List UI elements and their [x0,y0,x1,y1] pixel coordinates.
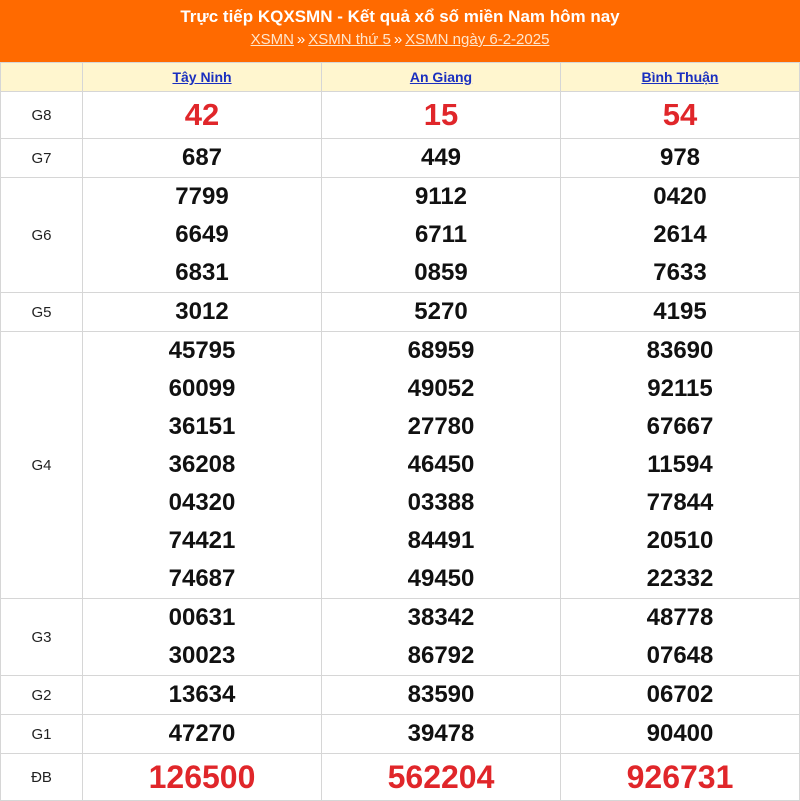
result-cell [561,676,800,715]
result-cell [322,139,561,178]
page-header [0,0,800,62]
result-number: 74687 [168,565,236,592]
breadcrumb-xsmn-date[interactable]: XSMN ngày 6-2-2025 [405,31,550,48]
result-number: 13634 [168,681,236,708]
result-number: 68959 [407,337,475,364]
page-title: Trực tiếp KQXSMN - Kết quả xổ số miền Nam hôm nay [180,7,620,26]
result-number: 449 [420,144,462,171]
prize-row-g2 [1,676,800,715]
result-number: 49052 [407,375,475,402]
breadcrumb-xsmn[interactable]: XSMN [250,31,294,48]
result-number: 90400 [646,720,714,747]
prize-row-g8 [1,92,800,139]
result-number: 48778 [646,604,714,631]
result-cell [561,139,800,178]
result-cell [561,293,800,332]
result-number: 0420 [653,183,707,210]
result-number: 11594 [647,451,713,478]
result-number: 4195 [653,298,707,325]
result-cell [561,178,800,293]
province-header [322,63,561,92]
result-cell [83,293,322,332]
result-cell [561,754,800,801]
result-number: 6711 [414,221,468,248]
prize-label: G8 [1,92,83,139]
result-cell [322,754,561,801]
result-cell [322,92,561,139]
result-cell [83,754,322,801]
result-number: 60099 [168,375,236,402]
result-number: 36208 [168,451,236,478]
result-cell [83,715,322,754]
result-number: 83690 [646,337,714,364]
result-number: 77844 [646,489,714,516]
breadcrumb-separator: » [393,31,403,48]
result-cell [561,715,800,754]
prize-label: G3 [1,599,83,676]
result-number: 926731 [626,759,734,795]
prize-label: G5 [1,293,83,332]
breadcrumb [0,30,800,50]
result-number: 7633 [653,259,707,286]
result-number: 562204 [387,759,495,795]
result-cell [561,332,800,599]
result-number: 687 [181,144,223,171]
result-cell [83,332,322,599]
prize-row-g6 [1,178,800,293]
result-cell [83,92,322,139]
result-number: 5270 [414,298,468,325]
result-cell [561,599,800,676]
result-number: 84491 [407,527,475,554]
prize-label: G7 [1,139,83,178]
result-number: 6649 [175,221,229,248]
prize-row-g1 [1,715,800,754]
result-number: 67667 [646,413,714,440]
result-cell [322,715,561,754]
province-header-row [1,63,800,92]
result-number: 30023 [168,642,236,669]
prize-label: G6 [1,178,83,293]
prize-label: ĐB [1,754,83,801]
prize-row-g7 [1,139,800,178]
result-number: 49450 [407,565,475,592]
result-number: 3012 [175,298,229,325]
result-number: 47270 [168,720,236,747]
result-cell [83,676,322,715]
result-number: 36151 [168,413,236,440]
result-number: 03388 [407,489,475,516]
breadcrumb-separator: » [296,31,306,48]
breadcrumb-xsmn-thu-5[interactable]: XSMN thứ 5 [308,31,391,48]
result-number: 00631 [168,604,236,631]
province-header [561,63,800,92]
results-table [0,62,800,801]
prize-label: G2 [1,676,83,715]
result-number: 92115 [647,375,713,402]
province-link-tay-ninh[interactable]: Tây Ninh [172,69,232,85]
corner-cell [1,63,83,92]
result-cell [83,599,322,676]
result-number: 83590 [407,681,475,708]
result-number: 2614 [653,221,707,248]
prize-label: G1 [1,715,83,754]
prize-label: G4 [1,332,83,599]
result-cell [322,332,561,599]
result-number: 06702 [646,681,714,708]
result-number: 27780 [407,413,475,440]
result-number: 45795 [168,337,236,364]
result-number: 38342 [407,604,475,631]
result-number: 978 [659,144,701,171]
result-number: 42 [184,97,220,132]
result-number: 9112 [414,183,468,210]
province-header [83,63,322,92]
results-body [1,92,800,801]
result-cell [83,178,322,293]
result-number: 46450 [407,451,475,478]
result-number: 7799 [175,183,229,210]
result-number: 39478 [407,720,475,747]
result-cell [322,178,561,293]
result-number: 0859 [414,259,468,286]
result-number: 22332 [646,565,714,592]
result-number: 126500 [148,759,256,795]
result-number: 86792 [407,642,475,669]
province-link-binh-thuan[interactable]: Bình Thuận [641,69,719,85]
result-number: 04320 [168,489,236,516]
result-cell [561,92,800,139]
prize-row-g5 [1,293,800,332]
result-number: 20510 [646,527,714,554]
province-link-an-giang[interactable]: An Giang [409,69,473,85]
prize-row-đb [1,754,800,801]
result-cell [83,139,322,178]
result-number: 74421 [168,527,236,554]
result-cell [322,676,561,715]
prize-row-g4 [1,332,800,599]
result-number: 07648 [646,642,714,669]
result-number: 15 [423,97,459,132]
result-cell [322,293,561,332]
prize-row-g3 [1,599,800,676]
result-number: 6831 [175,259,229,286]
result-number: 54 [662,97,698,132]
result-cell [322,599,561,676]
